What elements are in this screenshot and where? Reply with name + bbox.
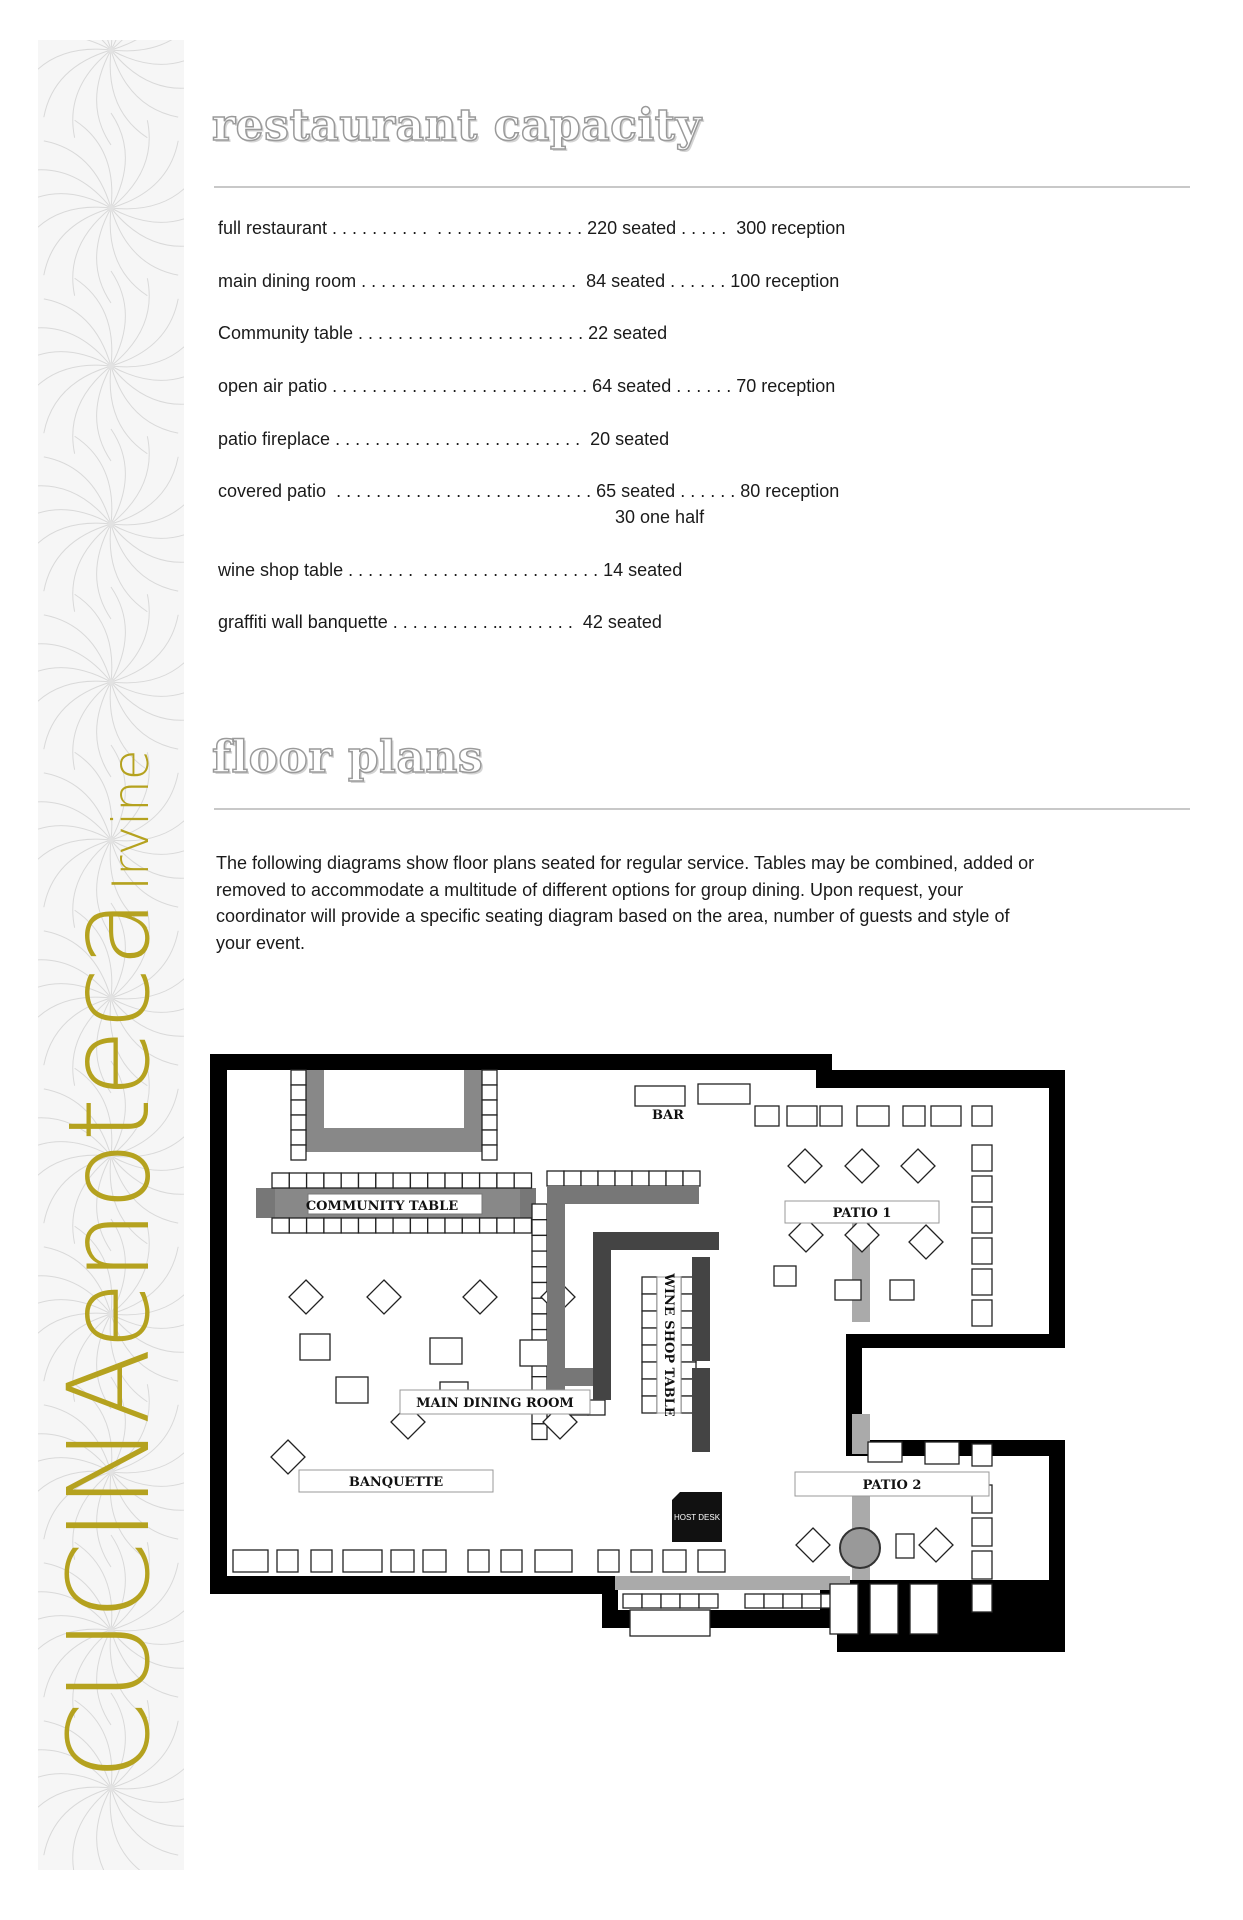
patio-table-diamond [788,1149,822,1183]
bar-stool [393,1218,410,1233]
patio-table-diamond [919,1528,953,1562]
bar-stool [291,1070,306,1085]
banquette-table [631,1550,652,1572]
bar-stool [532,1235,547,1251]
fireplace [840,1528,880,1568]
bar-stool [661,1594,680,1608]
patio-table [972,1444,992,1466]
patio-table-diamond [796,1528,830,1562]
section-divider [214,186,1190,188]
bar-stool [581,1171,598,1186]
dining-table-diamond [367,1280,401,1314]
bar-stool [532,1220,547,1236]
capacity-row-text: wine shop table . . . . . . . . . . . . . . . . . . . . . . . . . 14 seated [218,560,683,580]
wine-shop-stool [642,1311,657,1328]
doorway-patio-2 [852,1414,870,1454]
patio-table [972,1238,992,1264]
section-divider [214,808,1190,810]
wine-shop-stool [642,1379,657,1396]
bar-stool [482,1085,497,1100]
patio-table-diamond [845,1149,879,1183]
bar-stool [341,1218,358,1233]
bar-stool [393,1173,410,1188]
capacity-row-text: covered patio . . . . . . . . . . . . . . . . . . . . . . . . . . 65 seated . . . . . . 80 reception [218,481,840,501]
bar-stool [289,1173,306,1188]
bar-stool [482,1130,497,1145]
bar-stool [482,1115,497,1130]
floor-plans-intro: The following diagrams show floor plans seated for regular service. Tables may be combined, added or removed to accommodate a multitude of different options for group dining. Upon request, your coordinator will provide a specific seating diagram based on the area, number of guests and style of your event. [216,853,1035,953]
capacity-row [218,429,669,450]
bar-stool [341,1173,358,1188]
bar-stool [445,1218,462,1233]
patio-table [972,1300,992,1326]
bar-stool [428,1173,445,1188]
floor-plan-diagram [210,1052,1180,1652]
wine-shop-stool [642,1277,657,1294]
patio-table-diamond [901,1149,935,1183]
bar-stool [359,1218,376,1233]
bar-stool [359,1173,376,1188]
brand-logo [45,749,175,1780]
wine-shop-stool [642,1396,657,1413]
bar-stool [642,1594,661,1608]
bar-stool [480,1218,497,1233]
patio-table [896,1534,914,1558]
bar-stool [307,1218,324,1233]
bar-stool [615,1171,632,1186]
capacity-row-text: open air patio . . . . . . . . . . . . . . . . . . . . . . . . . . 64 seated . . . . . . 70 reception [218,376,836,396]
bar-stool [745,1594,764,1608]
bar-stool [291,1100,306,1115]
bar-stool [289,1218,306,1233]
capacity-row [218,560,682,581]
wine-shop-stool [642,1328,657,1345]
bar-stool [462,1218,479,1233]
banquette-table [311,1550,332,1572]
bar-stool [497,1218,514,1233]
patio-table [890,1280,914,1300]
patio-table [931,1106,961,1126]
patio-table [972,1584,992,1612]
banquette-table [698,1550,725,1572]
patio-table [972,1207,992,1233]
bar-stool [462,1173,479,1188]
floor-plans-heading: floor plans [212,732,484,783]
bar-stool [272,1173,289,1188]
capacity-heading: restaurant capacity [212,100,702,151]
banquette-table [598,1550,619,1572]
wine-shop-stool [642,1294,657,1311]
patio-table [820,1106,842,1126]
bar-stool [623,1594,642,1608]
bar-stool [783,1594,802,1608]
banquette-table [535,1550,572,1572]
patio-1-label: PATIO 1 [832,1206,892,1221]
bar-stool [445,1173,462,1188]
capacity-row-extra: 30 one half [615,507,705,527]
bar-stool [514,1218,531,1233]
bar-stool [482,1070,497,1085]
lounge-table [630,1610,710,1636]
bar-stool [532,1204,547,1220]
bar-stool [764,1594,783,1608]
banquette-table [663,1550,686,1572]
bar-table [635,1086,685,1106]
wine-shop-stool [642,1345,657,1362]
patio-table [903,1106,925,1126]
bar-stool [291,1085,306,1100]
bar-stool [683,1171,700,1186]
bar-stool [307,1173,324,1188]
patio-table [925,1442,959,1464]
patio-table [755,1106,779,1126]
bar-label: BAR [652,1108,684,1123]
bar-stool [497,1173,514,1188]
bar-stool [291,1115,306,1130]
banquette-table [343,1550,382,1572]
bar-stool [324,1173,341,1188]
capacity-row-text: graffiti wall banquette . . . . . . . . . . .. . . . . . . . 42 seated [218,612,662,632]
patio-table [972,1145,992,1171]
banquette-table [277,1550,298,1572]
banquette-label: BANQUETTE [348,1475,444,1490]
patio-2-label: PATIO 2 [862,1478,922,1493]
bar-stool [564,1171,581,1186]
banquette-table [423,1550,446,1572]
bar-stool [291,1145,306,1160]
capacity-row-text: patio fireplace . . . . . . . . . . . . . . . . . . . . . . . . . 20 seated [218,429,670,449]
dining-table [300,1334,330,1360]
patio-table [972,1518,992,1546]
capacity-row [218,481,840,527]
wall-notch [822,1070,848,1078]
dining-table-diamond [271,1440,305,1474]
patio-table [835,1280,861,1300]
patio-table [972,1269,992,1295]
bar-stool [532,1314,547,1330]
bar-stool [482,1145,497,1160]
bar-stool [514,1173,531,1188]
capacity-row-text: full restaurant . . . . . . . . . . . . . . . . . . . . . . . . . 220 seated . . . . . 300 reception [218,218,846,238]
bar-stool [649,1171,666,1186]
bar-table [698,1084,750,1104]
patio-table [857,1106,889,1126]
bar-stool [598,1171,615,1186]
banquette-table [501,1550,522,1572]
brand-name-cucina: CUCINA [45,1350,175,1780]
wine-shop-table-label: WINE SHOP TABLE [661,1273,676,1417]
host-desk [672,1492,722,1542]
bar-stool [532,1251,547,1267]
dining-table-diamond [463,1280,497,1314]
bar-stool [532,1424,547,1440]
brand-location: Irvine [102,749,160,891]
patio-table [972,1551,992,1579]
patio-table [972,1176,992,1202]
bar-stool [482,1100,497,1115]
bar-stool [802,1594,821,1608]
capacity-row [218,271,839,292]
patio-table [774,1266,796,1286]
lounge-table [870,1584,898,1634]
bar-stool [410,1218,427,1233]
dining-table [520,1340,550,1366]
patio-table-diamond [909,1225,943,1259]
capacity-row [218,218,845,239]
patio-table [972,1106,992,1126]
capacity-row [218,376,835,397]
capacity-row-text: Community table . . . . . . . . . . . . . . . . . . . . . . . 22 seated [218,323,668,343]
bar-stool [324,1218,341,1233]
capacity-row-text: main dining room . . . . . . . . . . . . . . . . . . . . . . 84 seated . . . . . . 100 reception [218,271,840,291]
bar-stool [547,1171,564,1186]
bar-stool [480,1173,497,1188]
main-dining-room-label: MAIN DINING ROOM [416,1396,574,1411]
capacity-row [218,323,667,344]
bar-stool [291,1130,306,1145]
bar-stool [272,1218,289,1233]
lounge-table [830,1584,858,1634]
banquette-table [468,1550,489,1572]
bar-stool [428,1218,445,1233]
bar-stool [680,1594,699,1608]
dining-table-diamond [289,1280,323,1314]
patio-table [868,1442,902,1462]
bar-stool [532,1267,547,1283]
wine-shop-stool [642,1362,657,1379]
patio-table [787,1106,817,1126]
capacity-row [218,612,662,633]
lounge-table [910,1584,938,1634]
dining-table [336,1377,368,1403]
brand-name-enoteca: enoteca [45,898,175,1351]
bar-stool [376,1173,393,1188]
banquette-table [233,1550,268,1572]
banquette-table [391,1550,414,1572]
host-desk-label: HOST DESK [673,1513,721,1522]
bar-stool [376,1218,393,1233]
bar-stool [410,1173,427,1188]
bar-stool [632,1171,649,1186]
bar-stool [666,1171,683,1186]
dining-table [430,1338,462,1364]
bar-stool [588,1400,605,1415]
doorway-front [615,1576,850,1590]
community-table-label: COMMUNITY TABLE [305,1199,459,1214]
bar-stool [699,1594,718,1608]
